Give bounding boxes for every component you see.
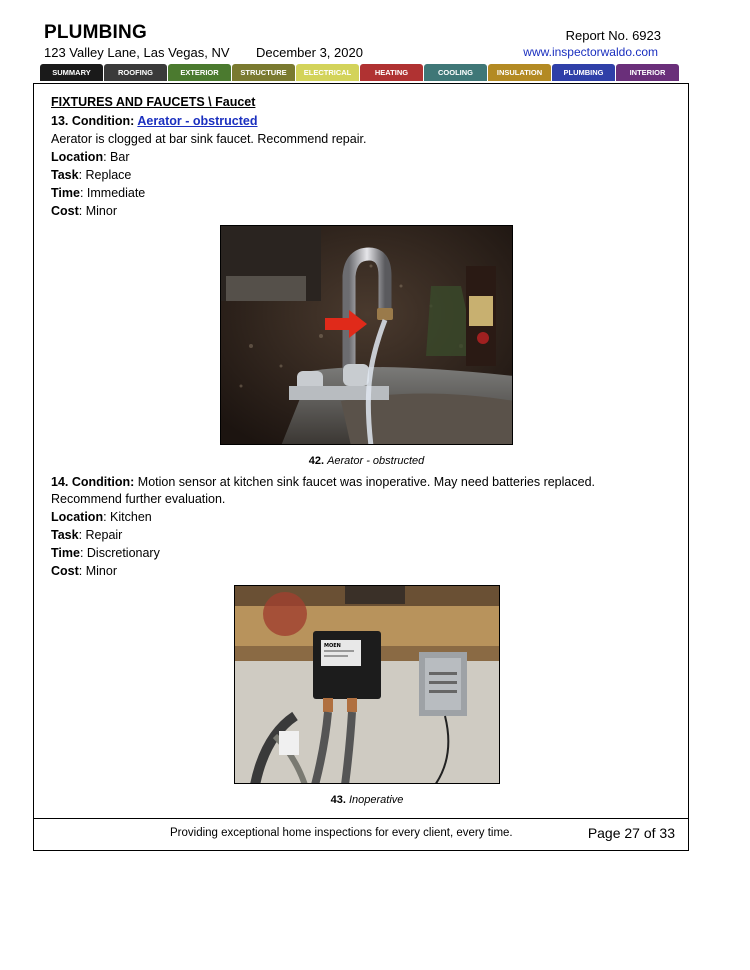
condition-14-task (51, 526, 122, 544)
condition-14-location (51, 508, 152, 526)
photo-43-caption-text: Inoperative (348, 794, 404, 806)
condition-14-cost (51, 562, 117, 580)
footer-divider (33, 818, 689, 819)
tab-roofing[interactable]: ROOFING (104, 64, 167, 81)
location-value: : Bar (103, 150, 130, 164)
tab-plumbing[interactable]: PLUMBING (552, 64, 615, 81)
task-label: Task (51, 168, 79, 182)
condition-13-heading (51, 114, 258, 128)
tab-exterior[interactable]: EXTERIOR (168, 64, 231, 81)
task-label: Task (51, 528, 79, 542)
report-number: Report No. 6923 (565, 28, 661, 43)
condition-14-label: 14. Condition: (51, 475, 135, 489)
condition-13-task (51, 166, 131, 184)
condition-13-time (51, 184, 145, 202)
faucet-photo-image (221, 226, 513, 445)
website-link[interactable]: www.inspectorwaldo.com (523, 45, 658, 59)
time-value: : Immediate (79, 186, 146, 200)
location-label: Location (51, 510, 104, 524)
task-value: : Repair (78, 528, 123, 542)
photo-42-caption-text: Aerator - obstructed (327, 455, 425, 467)
property-address: 123 Valley Lane, Las Vegas, NV (44, 45, 230, 60)
condition-13-cost (51, 202, 117, 220)
location-label: Location (51, 150, 104, 164)
tab-cooling[interactable]: COOLING (424, 64, 487, 81)
location-value: : Kitchen (103, 510, 152, 524)
condition-13-link[interactable]: Aerator - obstructed (137, 114, 258, 128)
photo-43-number: 43. (330, 794, 346, 806)
photo-42-faucet[interactable] (220, 225, 513, 445)
footer-tagline: Providing exceptional home inspections for every client, every time. (170, 827, 513, 839)
condition-14-description: Motion sensor at kitchen sink faucet was inoperative. May need batteries replaced. (134, 475, 595, 489)
moen-label: MOEN (324, 643, 341, 649)
cost-label: Cost (51, 564, 79, 578)
inspection-date: December 3, 2020 (256, 45, 363, 60)
tab-heating[interactable]: HEATING (360, 64, 423, 81)
page-number: Page 27 of 33 (587, 825, 675, 841)
tab-interior[interactable]: INTERIOR (616, 64, 679, 81)
tab-electrical[interactable]: ELECTRICAL (296, 64, 359, 81)
photo-43-caption (234, 794, 500, 806)
cost-value: : Minor (78, 564, 117, 578)
condition-14-heading (51, 473, 595, 491)
condition-13-location (51, 148, 130, 166)
condition-14-description-2: Recommend further evaluation. (51, 492, 226, 506)
condition-14-time (51, 544, 160, 562)
photo-42-caption (220, 455, 513, 467)
tab-structure[interactable]: STRUCTURE (232, 64, 295, 81)
condition-13-label: 13. Condition: (51, 114, 135, 128)
condition-13-description: Aerator is clogged at bar sink faucet. Recommend repair. (51, 132, 367, 146)
time-label: Time (51, 186, 80, 200)
cost-label: Cost (51, 204, 79, 218)
section-tabs (40, 64, 681, 81)
time-label: Time (51, 546, 80, 560)
sensor-photo-image (235, 586, 500, 784)
tab-insulation[interactable]: INSULATION (488, 64, 551, 81)
cost-value: : Minor (78, 204, 117, 218)
tab-summary[interactable]: SUMMARY (40, 64, 103, 81)
task-value: : Replace (78, 168, 132, 182)
time-value: : Discretionary (79, 546, 160, 560)
photo-43-sensor[interactable] (234, 585, 500, 784)
section-heading: FIXTURES AND FAUCETS \ Faucet (51, 95, 256, 109)
photo-42-number: 42. (308, 455, 324, 467)
page-title: PLUMBING (44, 22, 147, 43)
